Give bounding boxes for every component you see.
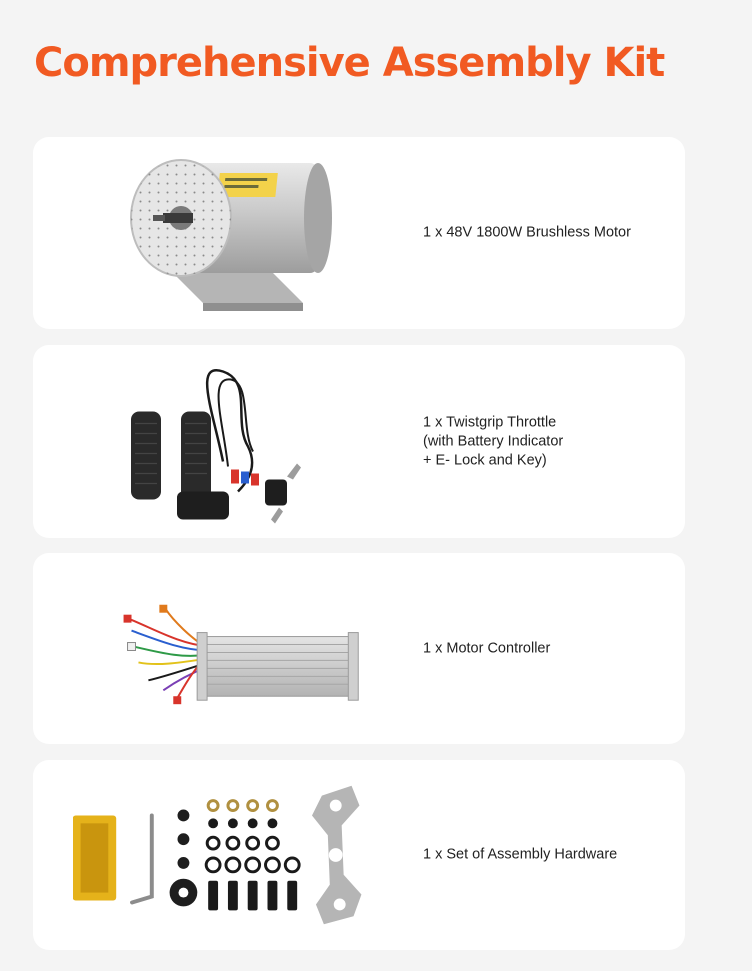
label-line: 1 x Motor Controller: [423, 640, 551, 656]
kit-item-throttle: [33, 345, 685, 538]
label-line: 1 x Set of Assembly Hardware: [423, 846, 618, 863]
page-title: Comprehensive Assembly Kit: [34, 40, 665, 86]
kit-item-hardware: [33, 760, 685, 950]
kit-item-label: [423, 846, 617, 865]
kit-item-label: [423, 224, 631, 243]
twistgrip-throttle-icon: [73, 351, 373, 532]
assembly-hardware-icon: [73, 766, 373, 944]
label-line: + E- Lock and Key): [423, 452, 547, 468]
kit-item-motor: [33, 137, 685, 329]
motor-controller-icon: [73, 559, 373, 738]
brushless-motor-icon: [73, 143, 373, 323]
kit-item-controller: [33, 553, 685, 744]
label-line: 1 x Twistgrip Throttle: [423, 414, 557, 430]
kit-item-label: [423, 413, 563, 470]
label-line: 1 x 48V 1800W Brushless Motor: [423, 224, 631, 241]
kit-item-label: [423, 639, 550, 658]
label-line: (with Battery Indicator: [423, 433, 564, 449]
